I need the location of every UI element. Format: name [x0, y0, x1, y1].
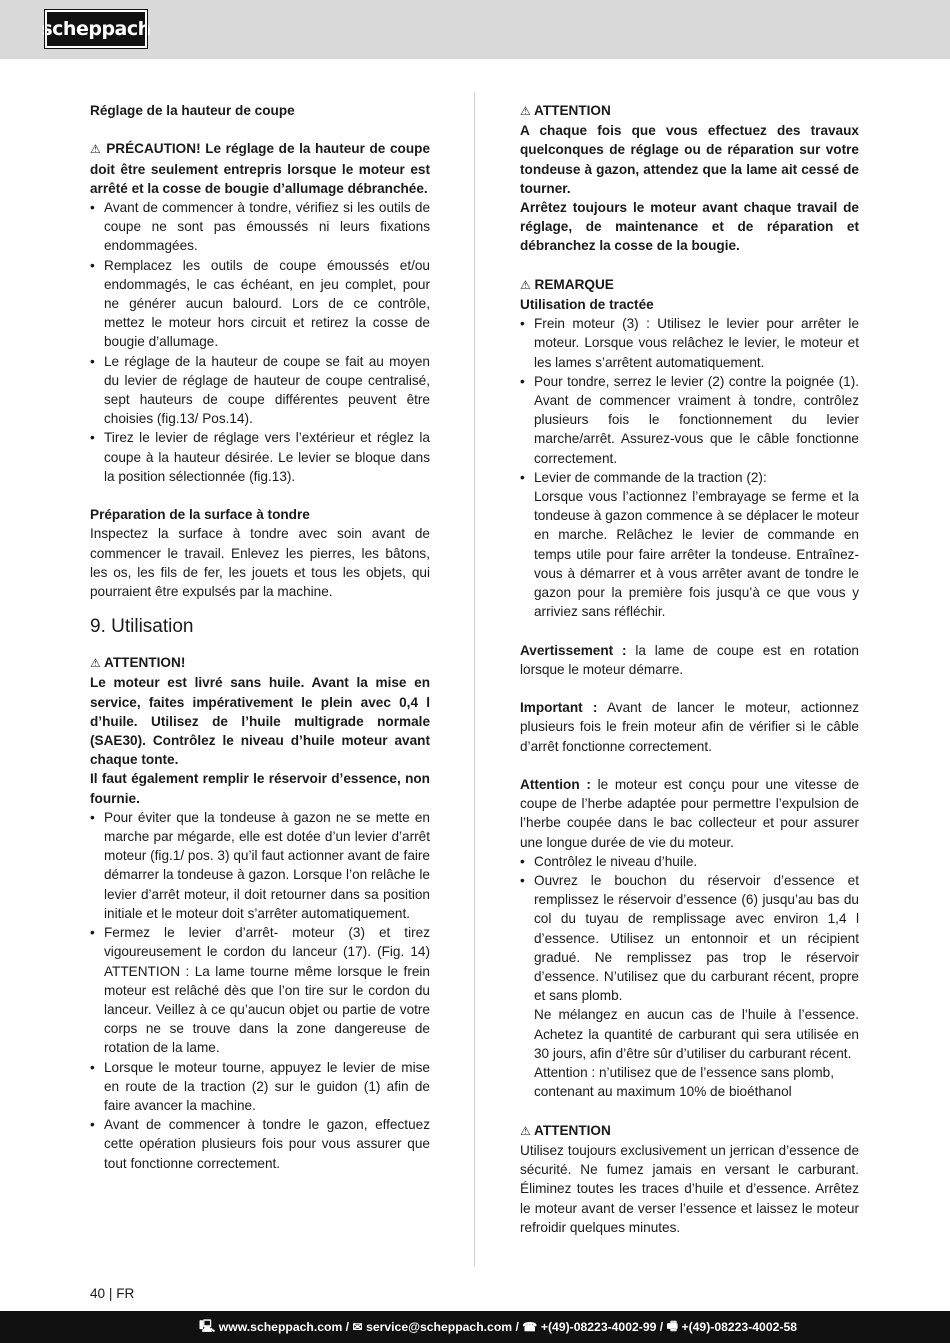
chapter-heading-utilisation: 9. Utilisation — [90, 616, 194, 638]
list-item-continuation: Attention : n’utilisez que de l’essence sans plomb, contenant au maximum 10% de bioéthanol — [534, 1065, 834, 1100]
list-item: • Remplacez les outils de coupe émoussés et/ou endommagés, le cas échéant, en jeu complet, pour ne générer aucun balourd. Lors de ce contrôle, mettez le moteur hors circuit et retirez la cosse de bougie d’allumage. — [90, 256, 430, 352]
traction-list — [520, 314, 859, 621]
fuel-list — [520, 852, 859, 1102]
warning-icon: ⚠ — [90, 142, 102, 157]
list-item: • Le réglage de la hauteur de coupe se fait au moyen du levier de réglage de hauteur de coupe centralisé, sept hauteurs de coupe différentes peuvent être choisies (fig.13/ Pos.14). — [90, 352, 430, 429]
attention-text: Arrêtez toujours le moteur avant chaque travail de réglage, de maintenance et de réparation et débranchez la cosse de la bougie. — [520, 200, 859, 254]
website-link[interactable]: www.scheppach.com — [218, 1320, 343, 1334]
cutting-height-list — [90, 198, 430, 486]
section-title-cutting-height: Réglage de la hauteur de coupe — [90, 103, 295, 118]
list-item: • Pour tondre, serrez le levier (2) contre la poignée (1). Avant de commencer vraiment à tondre, contrôlez plusieurs fois le fonctionnement du levier marche/arrêt. Assurez-vous que le câble fonctionne correctement. — [520, 372, 859, 468]
phone-number: +(49)-08223-4002-99 — [540, 1320, 657, 1334]
brand-logo: scheppach — [45, 10, 147, 48]
caution-note: ⚠ PRÉCAUTION! Le réglage de la hauteur de coupe doit être seulement entrepris lorsque le moteur est arrêté et la cosse de bougie d’allumage débranchée. — [90, 141, 430, 196]
fuel-notice: Il faut également remplir le réservoir d’essence, non fournie. — [90, 771, 430, 806]
warning-icon: ⚠ — [90, 656, 101, 671]
warning-paragraph: Avertissement : la lame de coupe est en rotation lorsque le moteur démarre. — [520, 642, 859, 677]
list-item: • Avant de commencer à tondre, vérifiez si les outils de coupe ne sont pas émoussés ni leurs fixations endommagées. — [90, 198, 430, 256]
warning-icon: ⚠ — [520, 104, 531, 118]
page-number: 40 | FR — [90, 1286, 135, 1301]
column-divider — [474, 92, 475, 1267]
remark-label: ⚠ REMARQUE — [520, 276, 614, 292]
list-item: • Fermez le levier d’arrêt- moteur (3) et tirez vigoureusement le cordon du lanceur (17). (Fig. 14) ATTENTION : La lame tourne même lorsque le frein moteur est relâché dès que l’on tire sur le cordon du lanceur. Veillez à ce qu’aucun objet ou partie de votre corps ne se trouve dans la zone dangereuse de rotation de la lame. — [90, 923, 430, 1057]
email-link[interactable]: service@scheppach.com — [366, 1320, 513, 1334]
list-item: • Lorsque le moteur tourne, appuyez le levier de mise en route de la traction (2) sur le guidon (1) afin de faire avancer la machine. — [90, 1058, 430, 1116]
list-item: • Ouvrez le bouchon du réservoir d’essence et remplissez le réservoir d’essence (6) jusqu’au bas du col du tuyau de remplissage avec environ 1,4 l d’essence. Utilisez un entonnoir et un récipient gradué. Ne remplissez pas trop le réservoir d’essence. N’utilisez que du carburant récent, propre et sans plomb. — [520, 871, 859, 1005]
list-item-continuation: Lorsque vous l’actionnez l’embrayage se ferme et la tondeuse à gazon commence à se déplacer le moteur en marche. Relâchez le levier de commande en temps utile pour faire arrêter la tondeuse. Entraînez-vous à démarrer et à vous arrêter avant de tondre le gazon pour la première fois jusqu’à ce que vous y arriviez sans réfléchir. — [534, 489, 859, 620]
important-paragraph: Important : Avant de lancer le moteur, actionnez plusieurs fois le frein moteur afin de vérifier si le câble d’arrêt fonctionne correctement. — [520, 700, 859, 754]
footer-bar: 🖳 www.scheppach.com / ✉ service@scheppach.com / ☎ +(49)-08223-4002-99 / 🖷 +(49)-08223-4002-58 — [0, 1311, 950, 1343]
list-item: • Avant de commencer à tondre le gazon, effectuez cette opération plusieurs fois pour vous assurer que tout fonctionne correctement. — [90, 1115, 430, 1173]
list-item: • Levier de commande de la traction (2): — [520, 468, 859, 487]
warning-icon: ⚠ — [520, 1123, 531, 1138]
warning-icon: ⚠ — [520, 277, 531, 292]
fax-icon: 🖷 — [666, 1318, 682, 1333]
list-item-continuation: Ne mélangez en aucun cas de l’huile à l’essence. Achetez la quantité de carburant qui sera utilisée en 30 jours, afin d’être sûr d’utiliser du carburant récent. — [534, 1007, 859, 1061]
fax-number: +(49)-08223-4002-58 — [681, 1320, 797, 1334]
list-item: • Pour éviter que la tondeuse à gazon ne se mette en marche par mégarde, elle est dotée d’un levier d’arrêt moteur (fig.1/ pos. 3) qu’il faut actionner avant de faire démarrer la tondeuse à gazon. Lorsque l’on relâche le levier d’arrêt moteur, il doit retourner dans sa position initiale et le moteur doit s’arrêter automatiquement. — [90, 808, 430, 923]
utilisation-list — [90, 808, 430, 1173]
header-bar — [0, 0, 950, 59]
section-title-preparation: Préparation de la surface à tondre — [90, 507, 310, 523]
attention-label: ⚠ ATTENTION! — [90, 655, 186, 671]
oil-notice: Le moteur est livré sans huile. Avant la mise en service, faites impérativement le plein avec 0,4 l d’huile. Utilisez de l’huile multigrade normale (SAE30). Contrôlez le niveau d’huile moteur avant chaque tonte. — [90, 675, 430, 768]
preparation-text: Inspectez la surface à tondre avec soin avant de commencer le travail. Enlevez les pierres, les bâtons, les os, les fils de fer, les jouets et tous les objets, qui pourraient être expulsés par la machine. — [90, 526, 430, 600]
right-column — [520, 101, 859, 1237]
left-column — [90, 101, 430, 1173]
attention-paragraph: Attention : le moteur est conçu pour une vitesse de coupe de l’herbe adaptée pour permettre l’expulsion de l’herbe coupée dans le bac collecteur et pour assurer une longue durée de vie du moteur. — [520, 777, 860, 850]
computer-icon: 🖳 — [199, 1318, 219, 1333]
safety-text: Utilisez toujours exclusivement un jerrican d’essence de sécurité. Ne fumez jamais en versant le carburant. Éliminez toutes les traces d’huile et d’essence. Arrêtez le moteur avant de verser l’essence et laissez le moteur refroidir quelques minutes. — [520, 1142, 859, 1235]
list-item: • Frein moteur (3) : Utilisez le levier pour arrêter le moteur. Lorsque vous relâchez le levier, le moteur et les lames s’arrêtent automatiquement. — [520, 314, 859, 372]
mail-icon: ✉ — [352, 1320, 367, 1334]
attention-text: A chaque fois que vous effectuez des travaux quelconques de réglage ou de réparation sur votre tondeuse à gazon, attendez que la lame ait cessé de tourner. — [520, 123, 859, 196]
phone-icon: ☎ — [522, 1320, 541, 1334]
list-item: • Tirez le levier de réglage vers l’extérieur et réglez la coupe à la hauteur désirée. Le levier se bloque dans la position sélectionnée (fig.13). — [90, 428, 430, 486]
attention-label: ⚠ ATTENTION — [520, 103, 611, 118]
attention-label: ⚠ ATTENTION — [520, 1122, 611, 1138]
remark-subtitle: Utilisation de tractée — [520, 297, 654, 313]
list-item: • Contrôlez le niveau d’huile. — [520, 852, 859, 871]
